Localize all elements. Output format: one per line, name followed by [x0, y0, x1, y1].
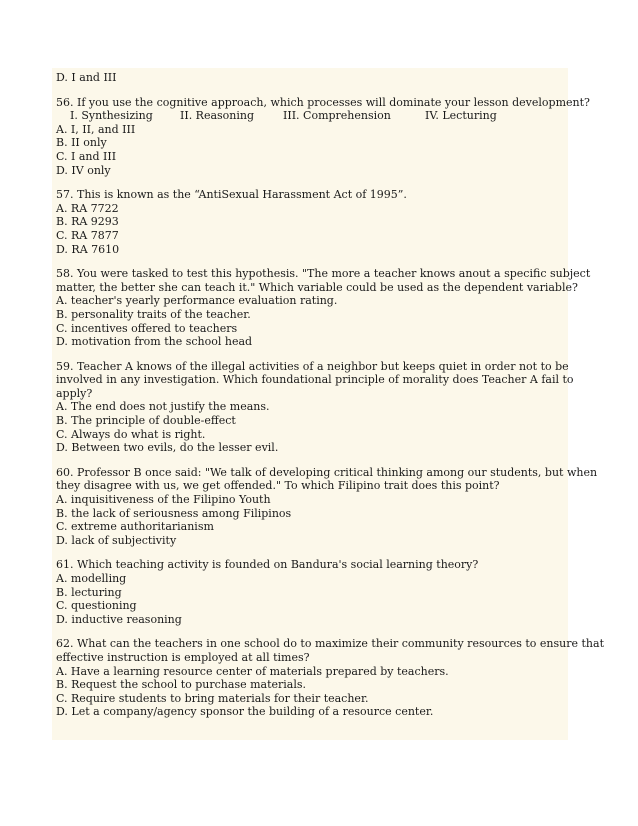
roman-option: III. Comprehension: [283, 109, 391, 123]
roman-option: IV. Lecturing: [425, 109, 497, 123]
choice: B. the lack of seriousness among Filipinos: [56, 506, 292, 520]
question-stem: matter, the better she can teach it." Which variable could be used as the dependent variable?: [56, 280, 578, 294]
choice: A. I, II, and III: [56, 122, 136, 136]
question-61: [56, 558, 568, 626]
question-stem: 59. Teacher A knows of the illegal activities of a neighbor but keeps quiet in order not to be: [56, 359, 569, 373]
question-stem: 60. Professor B once said: "We talk of developing critical thinking among our students, but when: [56, 465, 598, 479]
choice: C. I and III: [56, 149, 117, 163]
question-stem: they disagree with us, we get offended." To which Filipino trait does this point?: [56, 479, 500, 493]
question-57: [56, 188, 568, 256]
answer-line: D. I and III: [56, 71, 117, 84]
choice: C. RA 7877: [56, 228, 119, 242]
choice: A. The end does not justify the means.: [56, 400, 270, 414]
roman-options-row: [56, 109, 568, 123]
choice: C. extreme authoritarianism: [56, 520, 214, 534]
choice: B. personality traits of the teacher.: [56, 307, 251, 321]
choice: A. RA 7722: [56, 201, 119, 215]
choice: D. inductive reasoning: [56, 612, 182, 626]
question-stem: 61. Which teaching activity is founded on Bandura's social learning theory?: [56, 558, 479, 572]
choice: B. RA 9293: [56, 215, 119, 229]
choice: B. lecturing: [56, 585, 122, 599]
question-60: [56, 465, 598, 548]
question-58: [56, 267, 591, 349]
choice: D. Let a company/agency sponsor the building of a resource center.: [56, 705, 434, 719]
choice: B. Request the school to purchase materials.: [56, 678, 307, 692]
roman-option: I. Synthesizing: [70, 109, 153, 123]
choice: A. Have a learning resource center of materials prepared by teachers.: [56, 664, 449, 678]
roman-option: II. Reasoning: [180, 109, 255, 123]
choice: A. teacher's yearly performance evaluation rating.: [56, 294, 338, 308]
question-59: [56, 359, 574, 455]
question-stem: 58. You were tasked to test this hypothesis. "The more a teacher knows anout a specific subject: [56, 267, 591, 281]
choice: C. incentives offered to teachers: [56, 321, 238, 335]
choice: A. modelling: [56, 572, 127, 585]
choice: B. II only: [56, 136, 107, 150]
choice: D. lack of subjectivity: [56, 533, 177, 547]
choice: C. questioning: [56, 599, 137, 613]
choice: D. motivation from the school head: [56, 335, 253, 349]
question-62: [56, 637, 604, 719]
document-content: [56, 71, 604, 719]
lead-answer: [56, 71, 568, 85]
question-stem: apply?: [56, 386, 93, 400]
question-stem: involved in any investigation. Which foundational principle of morality does Teacher A fail to: [56, 373, 574, 387]
choice: A. inquisitiveness of the Filipino Youth: [56, 493, 271, 507]
question-stem: 62. What can the teachers in one school do to maximize their community resources to ensure that: [56, 637, 604, 651]
choice: D. IV only: [56, 163, 111, 177]
question-stem: 56. If you use the cognitive approach, which processes will dominate your lesson development?: [56, 95, 590, 109]
choice: C. Require students to bring materials for their teacher.: [56, 691, 369, 705]
question-stem: effective instruction is employed at all times?: [56, 650, 310, 664]
question-56: [56, 95, 590, 178]
choice: D. RA 7610: [56, 242, 120, 256]
choice: B. The principle of double-effect: [56, 414, 236, 428]
question-stem: 57. This is known as the “AntiSexual Harassment Act of 1995”.: [56, 188, 407, 202]
choice: D. Between two evils, do the lesser evil.: [56, 441, 279, 455]
choice: C. Always do what is right.: [56, 427, 206, 441]
